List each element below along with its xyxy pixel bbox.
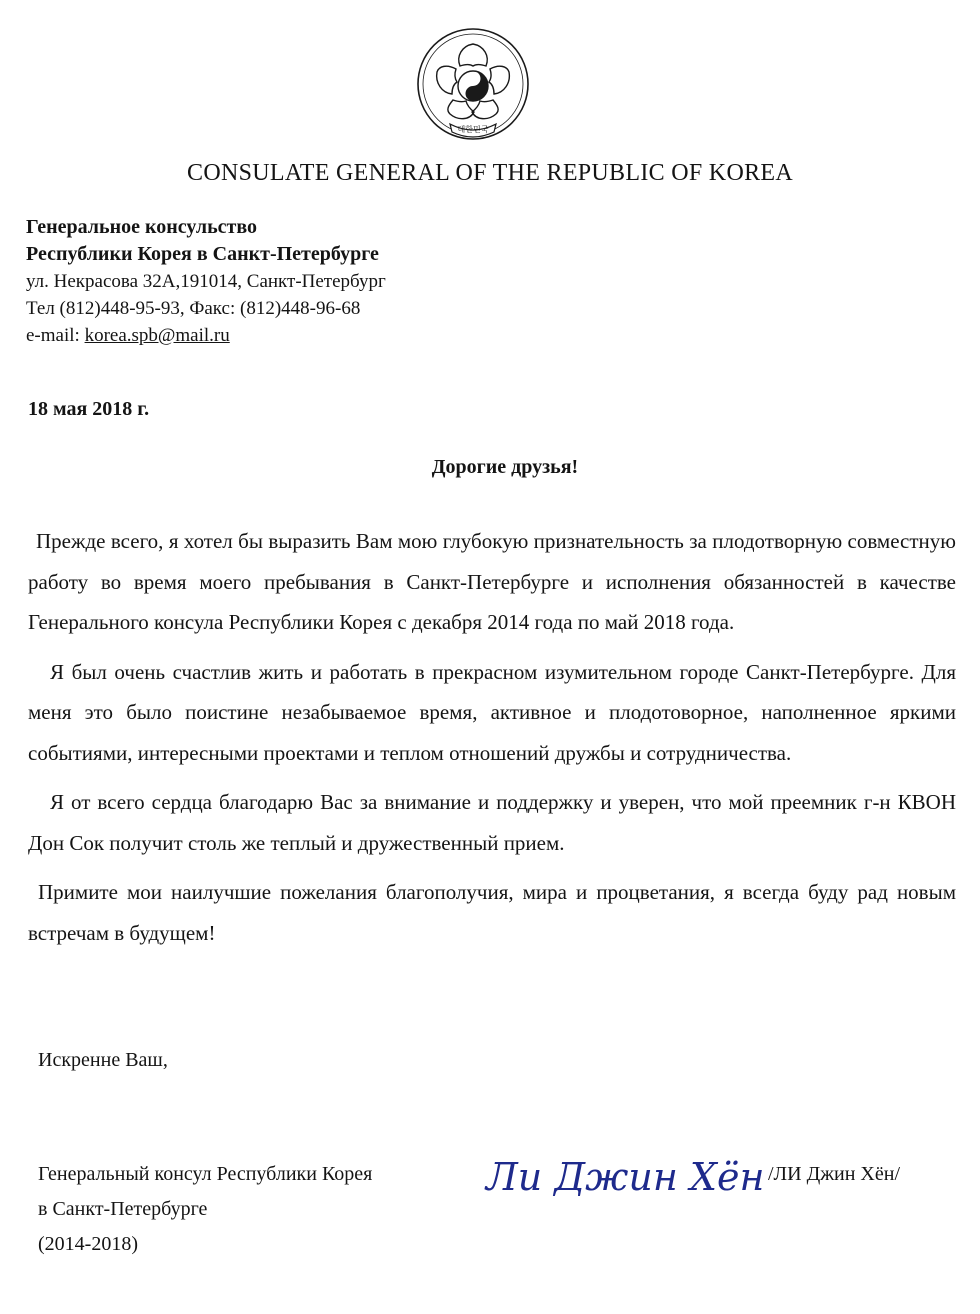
signatory-block	[38, 1157, 372, 1262]
letter-date: 18 мая 2018 г.	[28, 398, 150, 420]
sender-name-line1: Генеральное консульство	[26, 216, 258, 238]
signature-text: Ли Джин Хён	[486, 1155, 765, 1199]
closing-phrase: Искренне Ваш,	[38, 1049, 168, 1071]
handwritten-signature	[484, 1144, 774, 1204]
seal-ribbon-text: 대한민국	[457, 125, 489, 134]
signatory-printed-name: /ЛИ Джин Хён/	[768, 1163, 901, 1185]
sender-email-line	[26, 322, 386, 349]
email-label: e-mail:	[26, 325, 85, 346]
salutation: Дорогие друзья!	[431, 456, 579, 478]
consulate-seal-icon	[414, 26, 532, 144]
signatory-term: (2014-2018)	[38, 1233, 138, 1255]
sender-address: ул. Некрасова 32А,191014, Санкт-Петербург	[26, 271, 386, 292]
paragraph-gratitude: Прежде всего, я хотел бы выразить Вам мою глубокую признательность за плодотворную совместную работу во время моего пребывания в Санкт-Петербурге и исполнения обязанностей в качестве Генерального консула Республики Корея с декабря 2014 года по май 2018 года.	[28, 529, 956, 634]
signatory-title-line1: Генеральный консул Республики Корея	[38, 1163, 373, 1185]
email-link[interactable]: korea.spb@mail.ru	[84, 325, 230, 346]
signatory-title-line2: в Санкт-Петербурге	[38, 1198, 208, 1220]
paragraph-successor: Я от всего сердца благодарю Вас за внимание и поддержку и уверен, что мой преемник г-н КВОН Дон Сок получит столь же теплый и дружественный прием.	[28, 790, 956, 855]
letterhead-title: CONSULATE GENERAL OF THE REPUBLIC OF KOREA	[187, 160, 793, 186]
sender-name-line2: Республики Корея в Санкт-Петербурге	[26, 243, 379, 265]
letter-body	[28, 521, 956, 953]
sender-phone-fax: Тел (812)448-95-93, Факс: (812)448-96-68	[26, 298, 361, 319]
sender-block	[26, 214, 386, 349]
paragraph-wishes: Примите мои наилучшие пожелания благополучия, мира и процветания, я всегда буду рад новым встречам в будущем!	[28, 880, 956, 945]
paragraph-city: Я был очень счастлив жить и работать в прекрасном изумительном городе Санкт-Петербурге. Для меня это было поистине незабываемое время, активное и плодотоворное, наполненное яркими событиями, интересными проектами и теплом отношений дружбы и сотрудничества.	[28, 659, 956, 765]
